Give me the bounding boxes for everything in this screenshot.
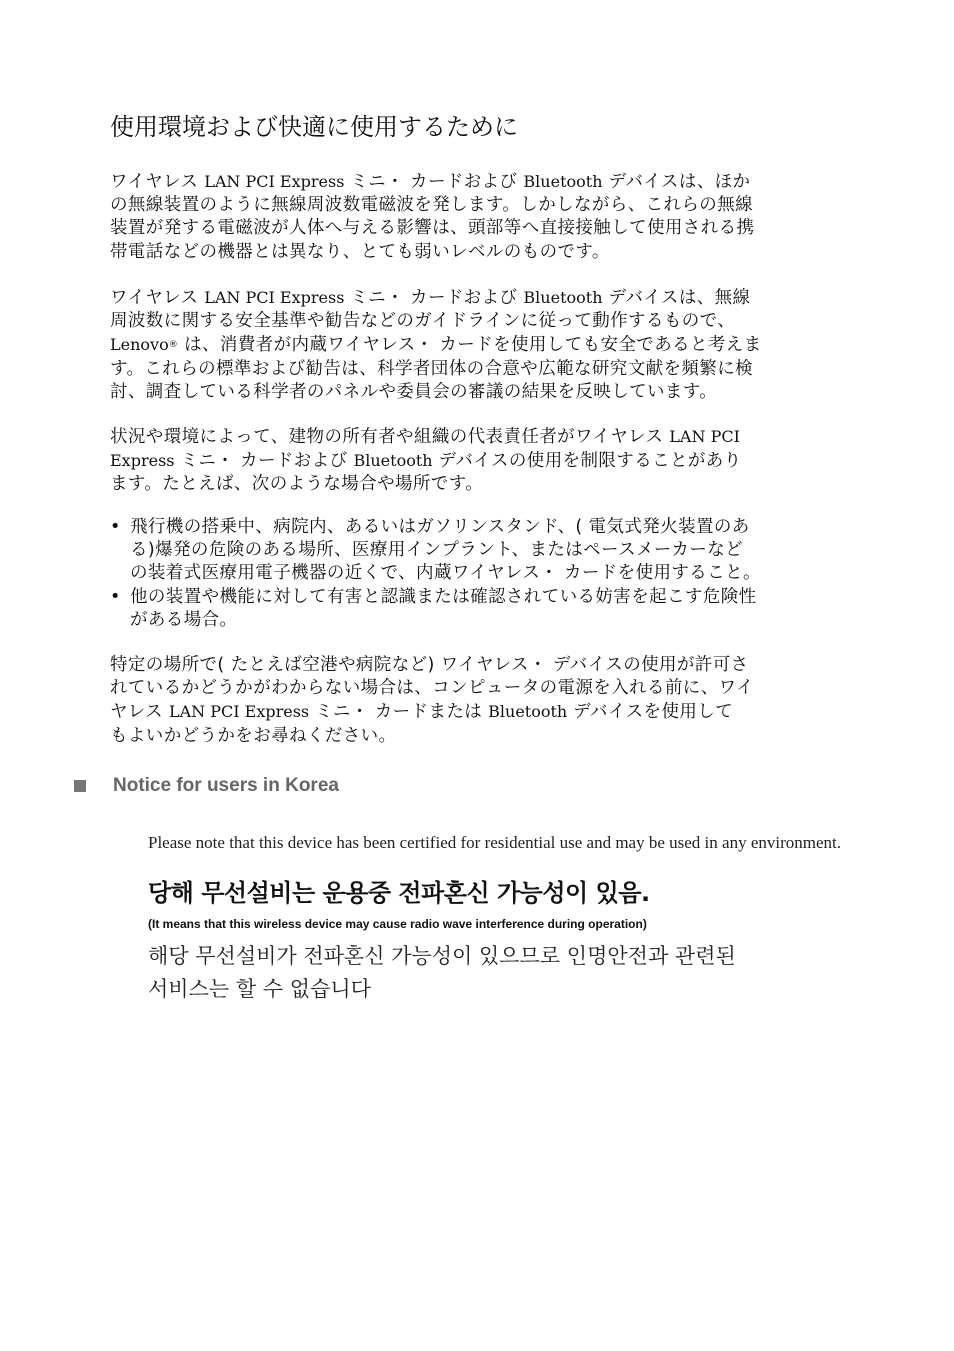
paragraph-safety-standards — [110, 286, 762, 404]
text-line: 해당 무선설비가 전파혼신 가능성이 있으므로 인명안전과 관련된 — [148, 944, 736, 968]
list-item — [110, 516, 761, 586]
text-line: の無線装置のように無線周波数電磁波を発します。しかしながら、これらの無線 — [110, 195, 753, 216]
bullet-marker: • — [110, 517, 121, 537]
text-line: 装置が発する電磁波が人体へ与える影響は、頭部等へ直接接触して使用される携 — [110, 218, 755, 239]
text-line: 飛行機の搭乗中、病院内、あるいはガソリンスタンド、( 電気式発火装置のあ — [130, 517, 750, 537]
list-item — [110, 586, 761, 632]
text-line: Express ミニ・ カードおよび Bluetooth デバイスの使用を制限することがあり — [110, 451, 742, 472]
text-line: の装着式医療用電子機器の近くで、内蔵ワイヤレス・ カードを使用すること。 — [130, 563, 761, 584]
text-line: 討、調査している科学者のパネルや委員会の審議の結果を反映しています。 — [110, 381, 718, 402]
text-line: す。これらの標準および勧告は、科学者団体の合意や広範な研究文献を頻繁に検 — [110, 358, 753, 379]
text-line: Lenovo® は、消費者が内蔵ワイヤレス・ カードを使用しても安全であると考えま — [110, 335, 762, 356]
text-line: 他の装置や機能に対して有害と認識または確認されている妨害を起こす危険性 — [130, 586, 757, 607]
page-title: 使用環境および快適に使用するために — [110, 113, 518, 141]
korea-certification-note: Please note that this device has been certified for residential use and may be used in any environment. — [148, 833, 841, 852]
paragraph-wireless-intro — [110, 170, 754, 264]
korea-safety-notice — [148, 940, 736, 1006]
text-line: る)爆発の危険のある場所、医療用インプラント、またはペースメーカーなど — [130, 540, 744, 561]
text-line: 状況や環境によって、建物の所有者や組織の代表責任者がワイヤレス LAN PCI — [110, 427, 740, 447]
text-line: 서비스는 할 수 없습니다 — [148, 977, 371, 1001]
text-line: ます。たとえば、次のような場合や場所です。 — [110, 474, 484, 495]
text-line: もよいかどうかをお尋ねください。 — [110, 725, 397, 746]
text-line: ヤレス LAN PCI Express ミニ・ カードまたは Bluetooth デバイスを使用して — [110, 702, 734, 723]
text-line: がある場合。 — [130, 609, 238, 630]
section-heading-text: Notice for users in Korea — [113, 775, 339, 796]
korea-interference-notice: 당해 무선설비는 운용중 전파혼신 가능성이 있음. — [148, 879, 650, 907]
text-line: 帯電話などの機器とは異なり、とても弱いレベルのものです。 — [110, 241, 610, 262]
paragraph-ask-permission — [110, 654, 754, 748]
text-line: 特定の場所で( たとえば空港や病院など) ワイヤレス・ デバイスの使用が許可さ — [110, 655, 749, 675]
text-line: ワイヤレス LAN PCI Express ミニ・ カードおよび Bluetooth デバイスは、ほか — [110, 172, 751, 192]
text-line: れているかどうかがわからない場合は、コンピュータの電源を入れる前に、ワイ — [110, 678, 754, 699]
square-bullet-icon — [74, 780, 86, 792]
paragraph-restrictions — [110, 425, 742, 497]
restriction-list — [110, 516, 761, 632]
section-heading-korea — [74, 775, 339, 797]
text-line: 周波数に関する安全基準や勧告などのガイドラインに従って動作するもので、 — [110, 311, 736, 332]
bullet-marker: • — [110, 586, 121, 607]
korea-notice-translation: (It means that this wireless device may cause radio wave interference during operation) — [148, 917, 647, 931]
text-line: ワイヤレス LAN PCI Express ミニ・ カードおよび Bluetooth デバイスは、無線 — [110, 288, 751, 308]
